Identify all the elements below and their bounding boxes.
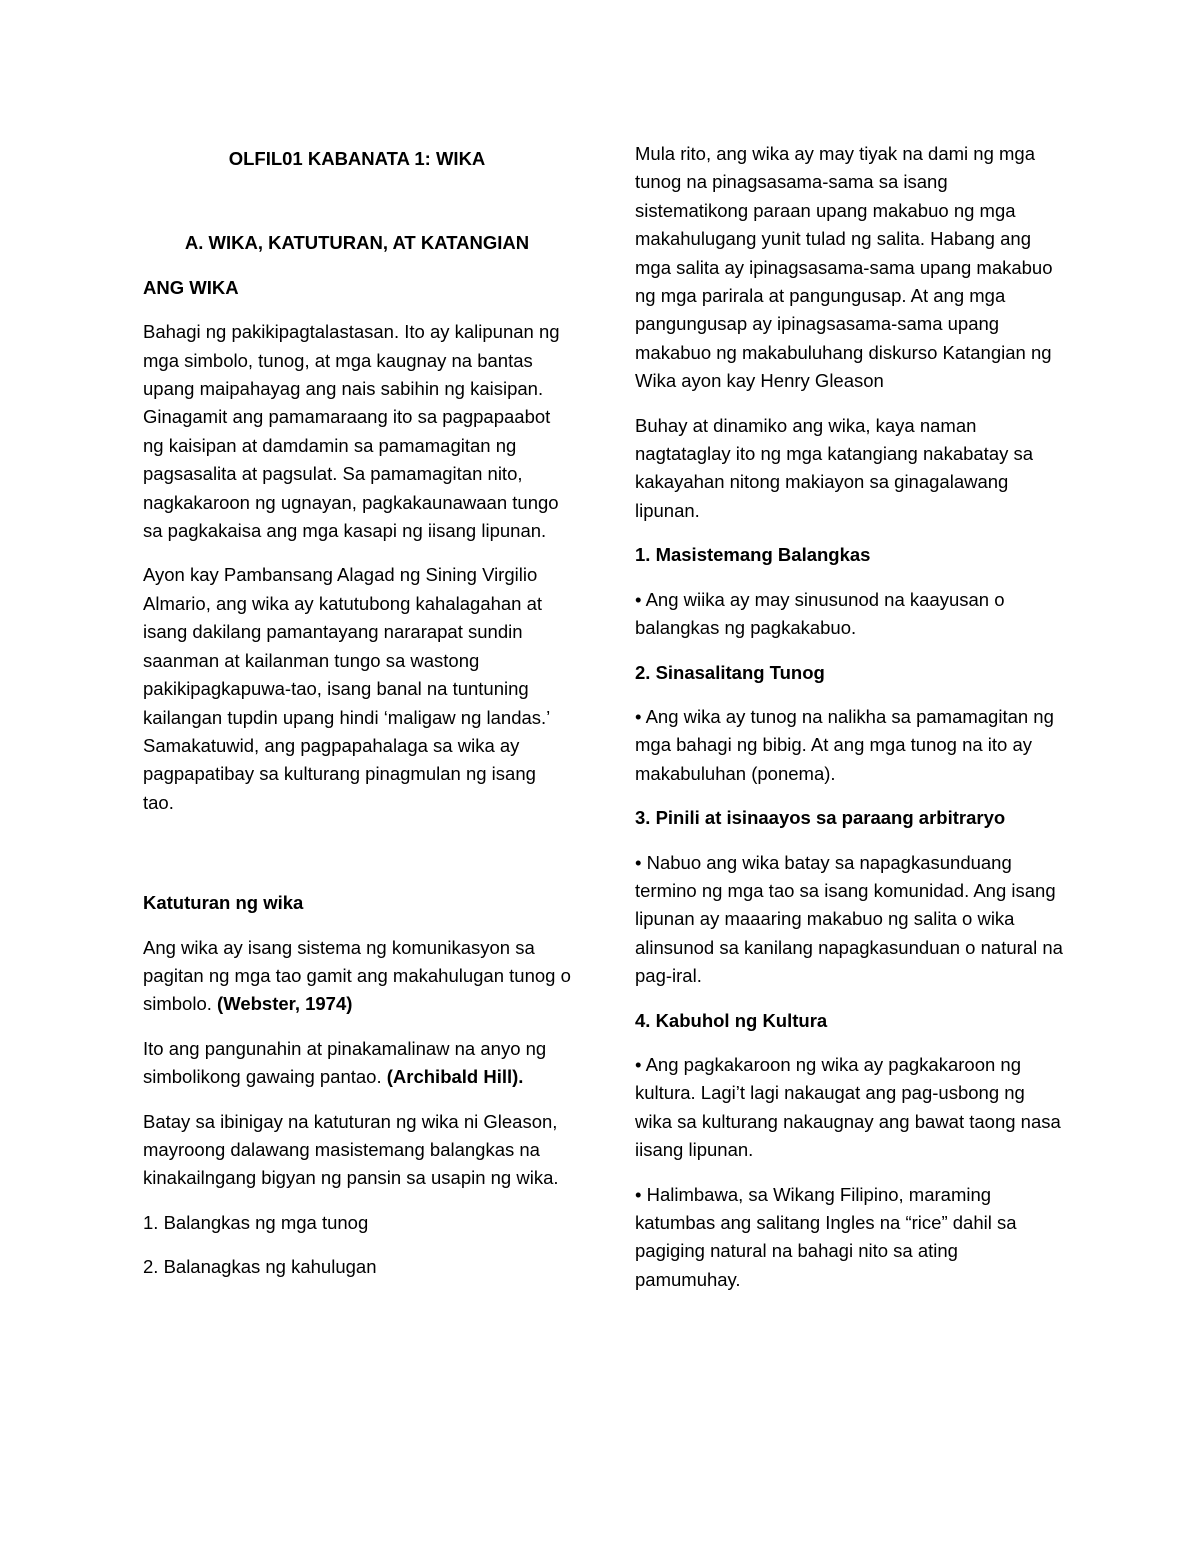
bullet-kabuhol-ng-kultura: • Ang pagkakaroon ng wika ay pagkakaroon ng kultura. Lagi’t lagi nakaugat ang pag-usbong ng wika sa kulturang nakaugnay ang bawat taong nasa iisang lipunan.	[635, 1053, 1061, 1161]
hill-text: Ito ang pangunahin at pinakamalinaw na anyo ng simbolikong gawaing pantao.	[143, 1037, 547, 1088]
right-column	[635, 140, 1063, 1310]
heading-arbitraryo: 3. Pinili at isinaayos sa paraang arbitraryo	[635, 807, 1006, 829]
paragraph-hill	[143, 1035, 571, 1092]
heading-kabuhol-ng-kultura: 4. Kabuhol ng Kultura	[635, 1009, 828, 1031]
heading-sinasalitang-tunog: 2. Sinasalitang Tunog	[635, 661, 825, 683]
list-item-kahulugan: 2. Balanagkas ng kahulugan	[143, 1256, 377, 1278]
document-title: OLFIL01 KABANATA 1: WIKA	[228, 148, 486, 169]
section-title: A. WIKA, KATUTURAN, AT KATANGIAN	[184, 232, 530, 254]
paragraph-buhay-dinamiko: Buhay at dinamiko ang wika, kaya naman nagtataglay ito ng mga katangiang nakabatay sa kakayahan nitong makiayon sa ginagalawang lipunan.	[635, 414, 1034, 521]
paragraph-ang-wika: Bahagi ng pakikipagtalastasan. Ito ay kalipunan ng mga simbolo, tunog, at mga kaugnay na bantas upang maipahayag ang nais sabihin ng kaisipan. Ginagamit ang pamamaraang ito sa pagpapaabot ng kaisipan at damdamin sa pamamagitan ng pagsasalita at pagsulat. Sa pamamagitan nito, nagkakaroon ng ugnayan, pagkakaunawaan tungo sa pagkakaisa ang mga kasapi ng iisang lipunan.	[143, 321, 560, 542]
heading-katuturan: Katuturan ng wika	[143, 892, 304, 914]
bullet-masistemang-balangkas: • Ang wiika ay may sinusunod na kaayusan o balangkas ng pagkakabuo.	[635, 588, 1005, 639]
heading-masistemang-balangkas: 1. Masistemang Balangkas	[635, 544, 871, 566]
hill-citation: (Archibald Hill).	[386, 1066, 524, 1088]
left-column	[143, 140, 571, 1298]
webster-citation: (Webster, 1974)	[217, 993, 353, 1015]
bullet-arbitraryo: • Nabuo ang wika batay sa napagkasunduang termino ng mga tao sa isang komunidad. Ang isang lipunan ay maaaring makabuo ng salita o wika alinsunod sa kanilang napagkasunduan o natural na pag-iral.	[635, 851, 1063, 987]
heading-ang-wika: ANG WIKA	[143, 276, 239, 298]
bullet-sinasalitang-tunog: • Ang wika ay tunog na nalikha sa pamamagitan ng mga bahagi ng bibig. At ang mga tunog na ito ay makabuluhan (ponema).	[635, 705, 1054, 784]
paragraph-gleason: Batay sa ibinigay na katuturan ng wika ni Gleason, mayroong dalawang masistemang balangkas na kinakailngang bigyan ng pansin sa usapin ng wika.	[143, 1110, 559, 1189]
webster-text: Ang wika ay isang sistema ng komunikasyon sa pagitan ng mga tao gamit ang makahulugan tunog o simbolo.	[143, 936, 571, 1015]
paragraph-almario: Ayon kay Pambansang Alagad ng Sining Virgilio Almario, ang wika ay katutubong kahalagahan at isang dakilang pamantayang nararapat sundin saanman at kailanman tungo sa wastong pakikipagkapuwa-tao, isang banal na tuntuning kailangan tupdin upang hindi ‘maligaw ng landas.’ Samakatuwid, ang pagpapahalaga sa wika ay pagpapatibay sa kulturang pinagmulan ng isang tao.	[143, 564, 550, 813]
paragraph-webster	[143, 934, 571, 1019]
paragraph-mula-rito: Mula rito, ang wika ay may tiyak na dami ng mga tunog na pinagsasama-sama sa isang sistematikong paraan upang makabuo ng mga makahulugang yunit tulad ng salita. Habang ang mga salita ay ipinagsasama-sama upang makabuo ng mga parirala at pangungusap. At ang mga pangungusap ay ipinagsasama-sama upang makabuo ng makabuluhang diskurso Katangian ng Wika ayon kay Henry Gleason	[635, 143, 1053, 392]
bullet-halimbawa: • Halimbawa, sa Wikang Filipino, maraming katumbas ang salitang Ingles na “rice” dahil sa pagiging natural na bahagi nito sa ating pamumuhay.	[635, 1183, 1017, 1290]
list-item-tunog: 1. Balangkas ng mga tunog	[143, 1211, 369, 1233]
